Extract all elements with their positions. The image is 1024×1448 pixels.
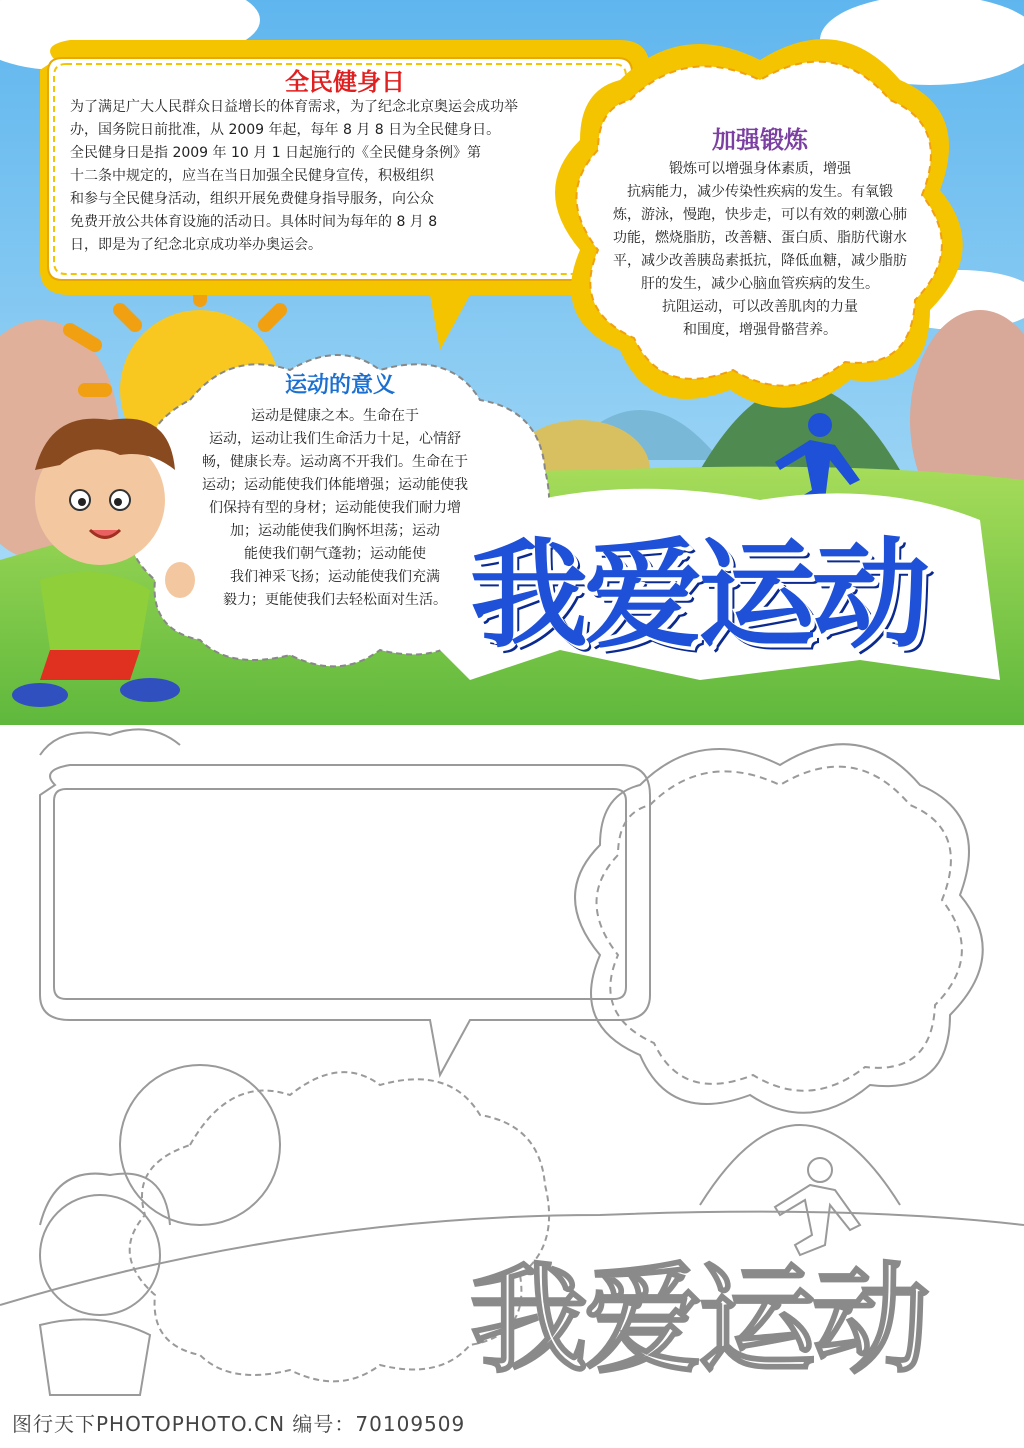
banner-title: 我爱运动 [470,526,927,664]
watermark-text: 图行天下PHOTOPHOTO.CN 编号：70109509 [12,1412,466,1436]
lineart-boy [40,1195,160,1315]
lineart-cloud [40,729,180,755]
panel3-body: 运动是健康之本。生命在于 运动，运动让我们生命活力十足，心情舒 畅，健康长寿。运动离不开我们。生命在于 运动；运动能使我们体能增强；运动能使我 们保持有型的身材；运动能使我们耐力增 加；运动能使我们胸怀坦荡；运动 能使我们朝气蓬勃；运动能使 我们神采飞扬；运动能使我们充满 毅力；更能使我们去轻松面对生活。 [202,408,468,608]
panel2-body: 锻炼可以增强身体素质，增强 抗病能力，减少传染性疾病的发生。有氧锻 炼，游泳，慢跑，快步走，可以有效的刺激心肺 功能，燃烧脂肪，改善糖、蛋白质、脂肪代谢水 平，减少改善胰岛素抵抗，降低血糖，减少脂肪 肝的发生，减少心脑血管疾病的发生。 抗阻运动，可以改善肌肉的力量 和围度，增强骨骼营养。 [613,161,907,338]
lineart-panel2 [575,744,983,1113]
panel1-title: 全民健身日 [285,68,405,96]
panel2-title: 加强锻炼 [712,126,808,154]
panel1-body: 为了满足广大人民群众日益增长的体育需求，为了纪念北京奥运会成功举 办，国务院日前批准，从 2009 年起，每年 8 月 8 日为全民健身日。 全民健身日是指 2009 年 10 月 1 日起施行的《全民健身条例》第 十二条中规定的，应当在当日加强全民健身宣传，积极组织 和参与全民健身活动，组织开展免费健身指导服务，向公众 免费开放公共体育设施的活动日。具体时间为每年的 8 月 8 日，即是为了纪念北京成功举办奥运会。 [70,99,518,253]
lineart-panel1 [40,765,650,1075]
panel3-title: 运动的意义 [284,373,395,398]
banner-title-outline: 我爱运动 [470,1251,927,1389]
lineart-sun [120,1065,280,1225]
